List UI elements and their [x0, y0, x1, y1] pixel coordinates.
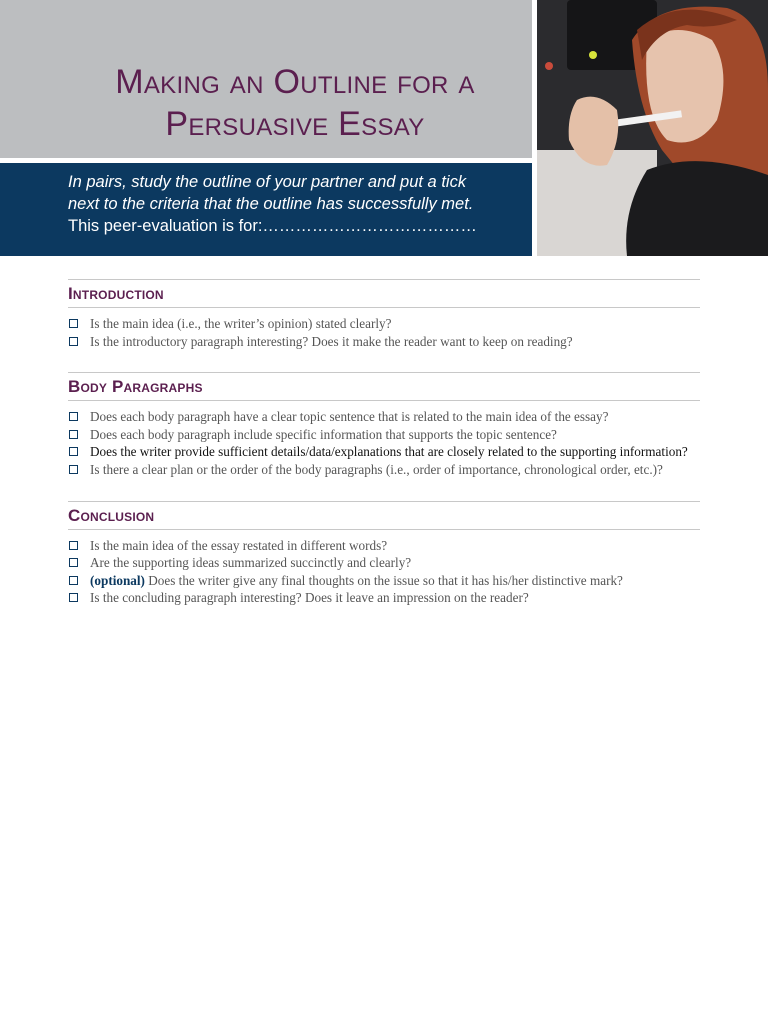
conclusion-section — [68, 501, 700, 607]
item-text: Is the introductory paragraph interesting? Does it make the reader want to keep on reading? — [90, 333, 573, 349]
introduction-section — [68, 279, 700, 350]
list-item — [68, 408, 700, 426]
checkbox[interactable] — [69, 319, 78, 328]
list-item — [68, 315, 700, 333]
checkbox[interactable] — [69, 593, 78, 602]
body-paragraphs-section — [68, 372, 700, 478]
list-item — [68, 572, 700, 590]
checkbox[interactable] — [69, 430, 78, 439]
item-text: Does each body paragraph have a clear topic sentence that is related to the main idea of the essay? — [90, 409, 609, 425]
optional-tag: (optional) — [90, 572, 145, 588]
introduction-heading: Introduction — [68, 279, 700, 308]
instructions — [68, 171, 518, 237]
list-item — [68, 554, 700, 572]
checkbox[interactable] — [69, 558, 78, 567]
checklist — [68, 279, 700, 629]
instructions-line-2: next to the criteria that the outline has successfully met. — [68, 195, 474, 213]
checkbox[interactable] — [69, 412, 78, 421]
item-text: Is the main idea of the essay restated in different words? — [90, 537, 388, 553]
list-item — [68, 461, 700, 479]
checkbox[interactable] — [69, 337, 78, 346]
item-text: Are the supporting ideas summarized succinctly and clearly? — [90, 555, 412, 571]
title-line-1: Making an Outline for a — [115, 62, 475, 101]
list-item — [68, 537, 700, 555]
checkbox[interactable] — [69, 465, 78, 474]
body-paragraphs-list — [68, 408, 700, 478]
list-item — [68, 333, 700, 351]
instructions-line-1: In pairs, study the outline of your partner and put a tick — [68, 173, 467, 191]
body-paragraphs-heading: Body Paragraphs — [68, 372, 700, 401]
checkbox[interactable] — [69, 447, 78, 456]
list-item — [68, 589, 700, 607]
woman-with-pen-photo — [537, 0, 768, 256]
conclusion-list — [68, 537, 700, 607]
checkbox[interactable] — [69, 576, 78, 585]
checkbox[interactable] — [69, 541, 78, 550]
conclusion-heading: Conclusion — [68, 501, 700, 530]
item-text: Is there a clear plan or the order of the body paragraphs (i.e., order of importance, chronological order, etc.)? — [90, 461, 663, 477]
item-text: Is the concluding paragraph interesting? Does it leave an impression on the reader? — [90, 590, 529, 606]
photo-illustration — [537, 0, 768, 256]
list-item — [68, 443, 700, 461]
introduction-list — [68, 315, 700, 350]
item-text: Does the writer give any final thoughts on the issue so that it has his/her distinctive mark? — [148, 572, 623, 588]
item-text: Is the main idea (i.e., the writer’s opinion) stated clearly? — [90, 316, 392, 331]
title-line-2: Persuasive Essay — [165, 104, 425, 143]
peer-evaluation-line: This peer-evaluation is for:………………………………… — [68, 217, 477, 235]
item-text: Does each body paragraph include specific information that supports the topic sentence? — [90, 426, 557, 442]
page-title — [0, 61, 590, 145]
item-text: Does the writer provide sufficient details/data/explanations that are closely related to the supporting information? — [90, 444, 688, 460]
list-item — [68, 426, 700, 444]
